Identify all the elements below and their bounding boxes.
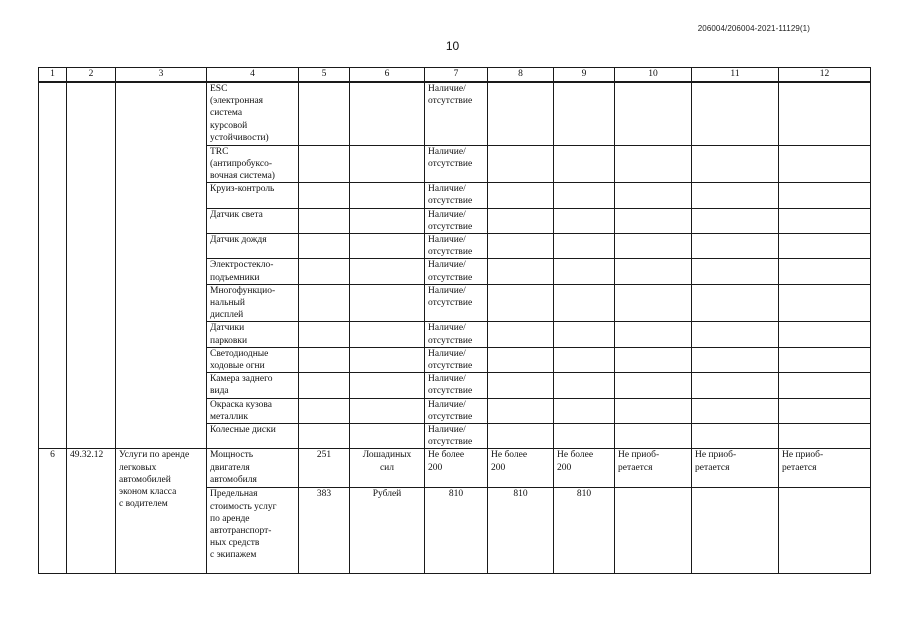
characteristic-name: Датчик света: [207, 208, 299, 233]
characteristic-name: ESC (электронная система курсовой устойчивости): [207, 82, 299, 145]
characteristic-value: Наличие/ отсутствие: [425, 347, 488, 372]
okei-code: 383: [299, 488, 350, 574]
characteristic-value: Наличие/ отсутствие: [425, 208, 488, 233]
characteristic-value: Наличие/ отсутствие: [425, 259, 488, 284]
characteristic-value: Наличие/ отсутствие: [425, 322, 488, 347]
characteristic-value: Не более 200: [554, 449, 615, 488]
column-header: 5: [299, 68, 350, 83]
characteristic-value: Наличие/ отсутствие: [425, 145, 488, 183]
item-name-cell: [116, 82, 207, 449]
characteristic-name: Камера заднего вида: [207, 373, 299, 398]
characteristic-name: Светодиодные ходовые огни: [207, 347, 299, 372]
characteristic-value: Не более 200: [488, 449, 554, 488]
specification-table: [38, 67, 871, 574]
column-header: 11: [692, 68, 779, 83]
characteristic-name: Круиз-контроль: [207, 183, 299, 208]
column-header: 1: [39, 68, 67, 83]
okpd-code: 49.32.12: [67, 449, 116, 574]
page-number: 10: [445, 39, 460, 53]
characteristic-value: Наличие/ отсутствие: [425, 183, 488, 208]
characteristic-value: [615, 488, 692, 574]
column-header: 4: [207, 68, 299, 83]
characteristic-name: Электростекло- подъемники: [207, 259, 299, 284]
unit-name: Рублей: [350, 488, 425, 574]
item-name: Услуги по аренде легковых автомобилей эконом класса с водителем: [116, 449, 207, 574]
characteristic-value: Не более 200: [425, 449, 488, 488]
characteristic-name: Колесные диски: [207, 423, 299, 448]
characteristic-name: TRC (антипробуксо- вочная система): [207, 145, 299, 183]
characteristic-name: Многофункцио- нальный дисплей: [207, 284, 299, 322]
document-id: 206004/206004-2021-11129(1): [697, 24, 810, 33]
table-row: [39, 82, 871, 145]
characteristic-value: 810: [554, 488, 615, 574]
characteristic-value: Наличие/ отсутствие: [425, 398, 488, 423]
characteristic-value: [779, 488, 871, 574]
table-row: [39, 449, 871, 488]
characteristic-value: Наличие/ отсутствие: [425, 284, 488, 322]
characteristic-value: Наличие/ отсутствие: [425, 373, 488, 398]
column-header: 7: [425, 68, 488, 83]
column-header: 9: [554, 68, 615, 83]
characteristic-value: Не приоб- ретается: [692, 449, 779, 488]
column-header: 8: [488, 68, 554, 83]
characteristic-value: 810: [425, 488, 488, 574]
characteristic-value: Наличие/ отсутствие: [425, 423, 488, 448]
okei-code: 251: [299, 449, 350, 488]
okpd-code-cell: [67, 82, 116, 449]
column-header: 10: [615, 68, 692, 83]
characteristic-value: 810: [488, 488, 554, 574]
characteristic-value: [692, 488, 779, 574]
characteristic-value: Не приоб- ретается: [615, 449, 692, 488]
characteristic-name: Датчик дождя: [207, 233, 299, 258]
characteristic-name: Датчики парковки: [207, 322, 299, 347]
column-header: 6: [350, 68, 425, 83]
characteristic-name: Мощность двигателя автомобиля: [207, 449, 299, 488]
characteristic-value: Наличие/ отсутствие: [425, 233, 488, 258]
item-number: 6: [39, 449, 67, 574]
column-header: 2: [67, 68, 116, 83]
column-header: 3: [116, 68, 207, 83]
column-number-row: [39, 68, 871, 83]
item-number-cell: [39, 82, 67, 449]
characteristic-value: Наличие/ отсутствие: [425, 82, 488, 145]
characteristic-name: Окраска кузова металлик: [207, 398, 299, 423]
characteristic-value: Не приоб- ретается: [779, 449, 871, 488]
column-header: 12: [779, 68, 871, 83]
characteristic-name: Предельная стоимость услуг по аренде автотранспорт- ных средств с экипажем: [207, 488, 299, 574]
unit-name: Лошадиных сил: [350, 449, 425, 488]
